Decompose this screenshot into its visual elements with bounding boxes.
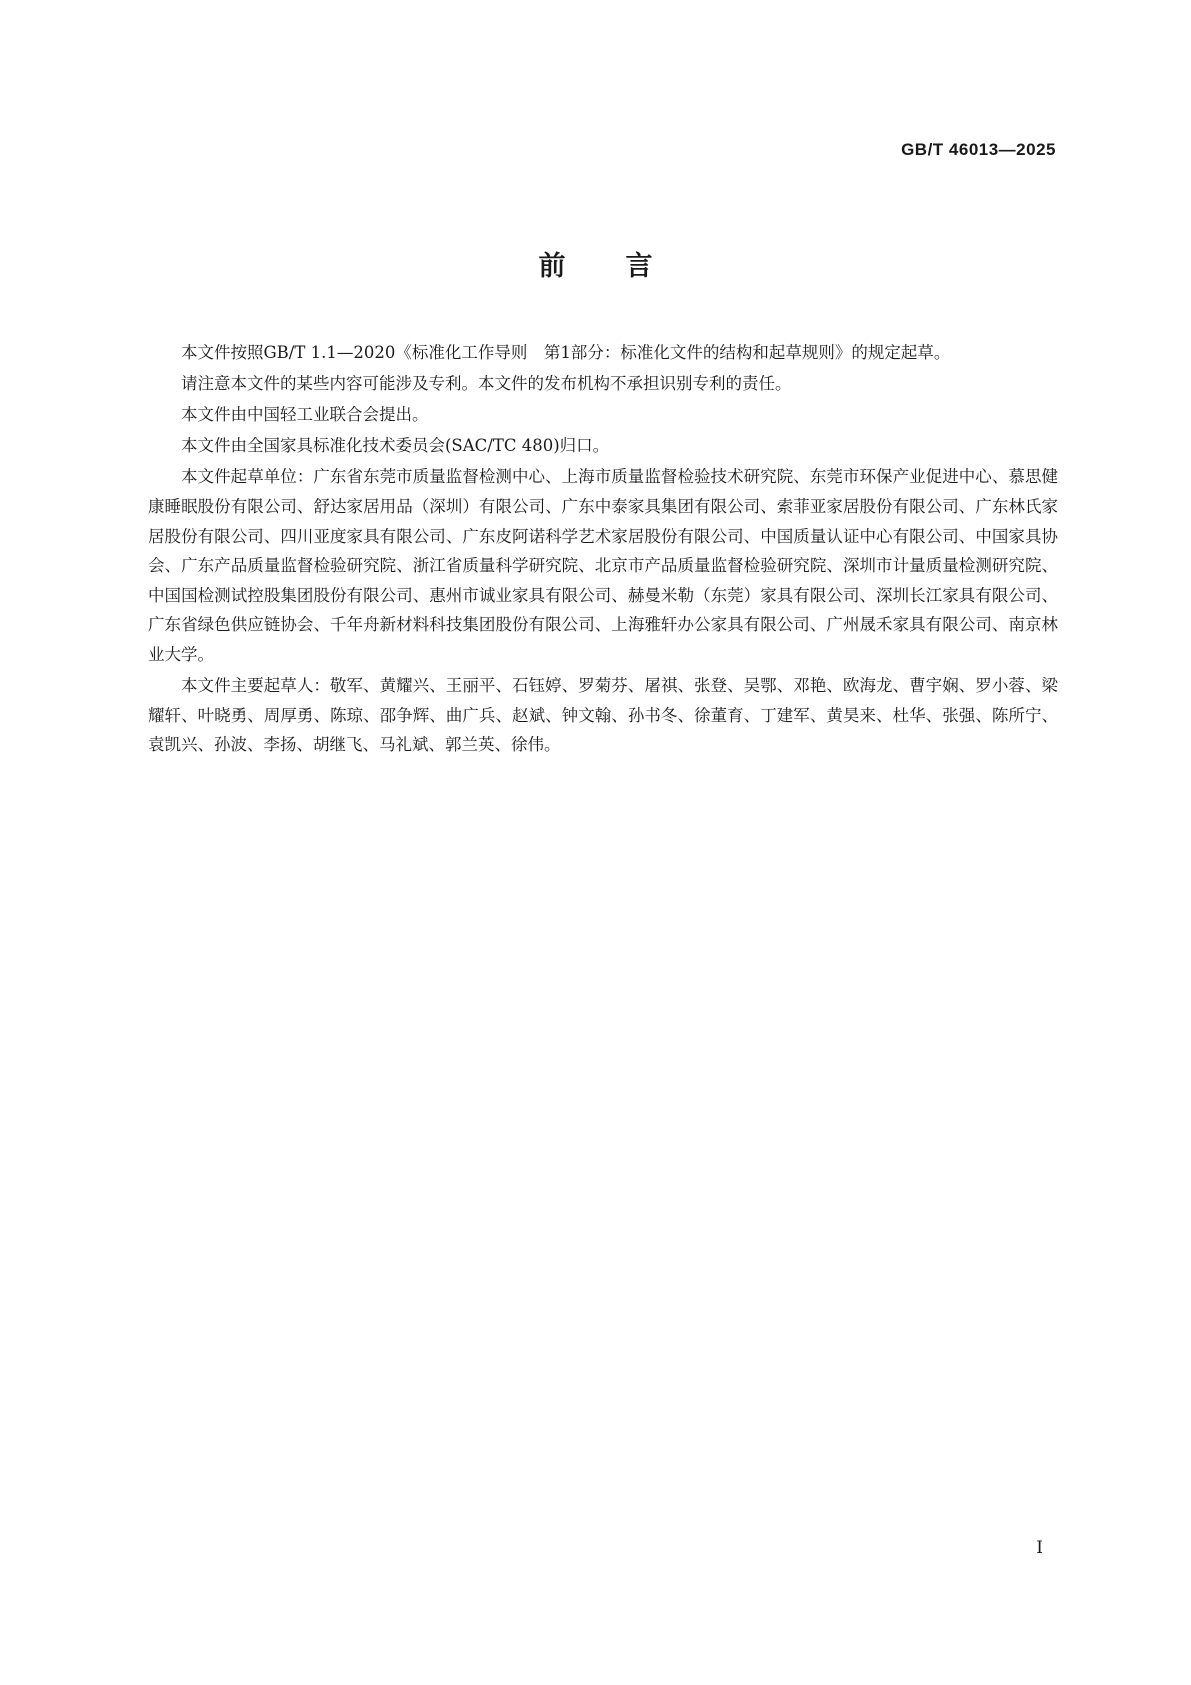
paragraph-drafting-rule: 本文件按照GB/T 1.1—2020《标准化工作导则 第1部分：标准化文件的结构和起草规则》的规定起草。 — [181, 343, 951, 362]
foreword-body — [148, 338, 1058, 761]
page-number: I — [1036, 1538, 1043, 1558]
page-title: 前言 — [538, 251, 713, 282]
paragraph-drafters: 本文件主要起草人：敬军、黄耀兴、王丽平、石钰婷、罗菊芬、屠祺、张登、吴鄂、邓艳、欧海龙、曹宇娴、罗小蓉、梁耀轩、叶晓勇、周厚勇、陈琼、邵争辉、曲广兵、赵斌、钟文翰、孙书冬、徐董育、丁建军、黄昊来、杜华、张强、陈所宁、袁凯兴、孙波、李扬、胡继飞、马礼斌、郭兰英、徐伟。 — [148, 676, 1058, 755]
paragraph-proposer: 本文件由中国轻工业联合会提出。 — [181, 405, 429, 425]
paragraph-patent-notice: 请注意本文件的某些内容可能涉及专利。本文件的发布机构不承担识别专利的责任。 — [181, 374, 792, 394]
standard-code: GB/T 46013—2025 — [901, 140, 1056, 159]
paragraph-drafting-organizations: 本文件起草单位：广东省东莞市质量监督检测中心、上海市质量监督检验技术研究院、东莞市环保产业促进中心、慕思健康睡眠股份有限公司、舒达家居用品（深圳）有限公司、广东中泰家具集团有限公司、索菲亚家居股份有限公司、广东林氏家居股份有限公司、四川亚度家具有限公司、广东皮阿诺科学艺术家居股份有限公司、中国质量认证中心有限公司、中国家具协会、广东产品质量监督检验研究院、浙江省质量科学研究院、北京市产品质量监督检验研究院、深圳市计量质量检测研究院、中国国检测试控股集团股份有限公司、惠州市诚业家具有限公司、赫曼米勒（东莞）家具有限公司、深圳长江家具有限公司、广东省绿色供应链协会、千年舟新材料科技集团股份有限公司、上海雅轩办公家具有限公司、广州晟禾家具有限公司、南京林业大学。 — [148, 467, 1058, 664]
paragraph-technical-committee: 本文件由全国家具标准化技术委员会(SAC/TC 480)归口。 — [181, 436, 610, 456]
